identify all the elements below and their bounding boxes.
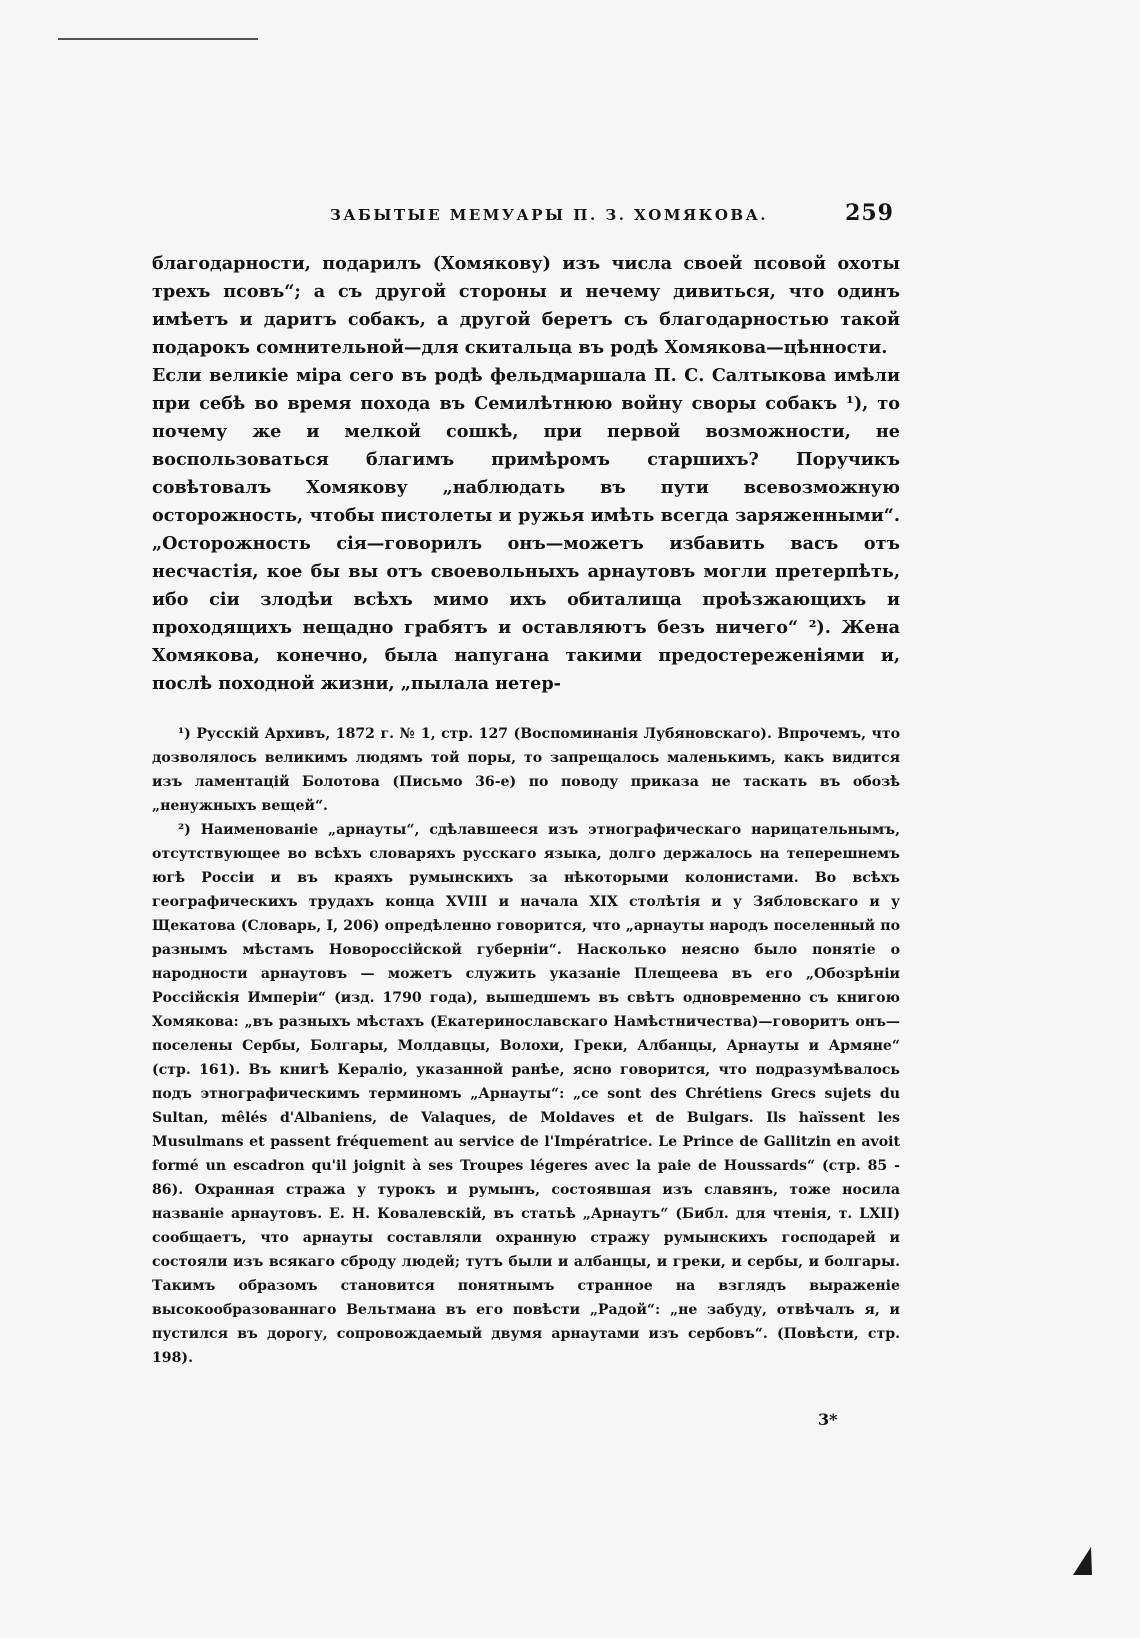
signature-mark: 3* — [818, 1410, 838, 1429]
running-header — [152, 200, 900, 230]
page-number: 259 — [845, 200, 894, 226]
footnote-2: ²) Наименованіе „арнауты“, сдѣлавшееся изъ этнографическаго нарицательнымъ, отсутствующее во всѣхъ словаряхъ русскаго языка, долго держалось на теперешнемъ югѣ Россіи и въ краяхъ румынскихъ за нѣкоторыми колонистами. Во всѣхъ географическихъ трудахъ конца XVIII и начала XIX столѣтія и у Зябловскаго и у Щекатова (Словарь, I, 206) опредѣленно говорится, что „арнауты народъ поселенный по разнымъ мѣстамъ Новороссійской губерніи“. Насколько неясно было понятіе о народности арнаутовъ — можетъ служить указаніе Плещеева въ его „Обозрѣніи Россійскія Имперіи“ (изд. 1790 года), вышедшемъ въ свѣтъ одновременно съ книгою Хомякова: „въ разныхъ мѣстахъ (Екатеринославскаго Намѣстничества)—говоритъ онъ—поселены Сербы, Болгары, Молдавцы, Волохи, Греки, Албанцы, Арнауты и Армяне“ (стр. 161). Въ книгѣ Кераліо, указанной ранѣе, ясно говорится, что подразумѣвалось подъ этнографическимъ терминомъ „Арнауты“: „ce sont des Chrétiens Grecs sujets du Sultan, mêlés d'Albaniens, de Valaques, de Moldaves et de Bulgars. Ils haïssent les Musulmans et passent fréquement au service de l'Impératrice. Le Prince de Gallitzin en avoit formé un escadron qu'il joignit à ses Troupes légeres avec la paie de Houssards“ (стр. 85 - 86). Охранная стража у турокъ и румынъ, состоявшая изъ славянъ, тоже носила названіе арнаутовъ. Е. Н. Ковалевскій, въ статьѣ „Арнаутъ“ (Библ. для чтенія, т. LXII) сообщаетъ, что арнауты составляли охранную стражу румынскихъ господарей и состояли изъ всякаго сброду людей; тутъ были и албанцы, и греки, и сербы, и болгары. Такимъ образомъ становится понятнымъ странное на взглядъ выраженіе высокообразованнаго Вельтмана въ его повѣсти „Радой“: „не забуду, отвѣчалъ я, и пустился въ дорогу, сопровождаемый двумя арнаутами изъ сербовъ“. (Повѣсти, стр. 198). — [152, 822, 900, 1366]
main-paragraph-2: Если великіе міра сего въ родѣ фельдмаршала П. С. Салтыкова имѣли при себѣ во время похода въ Семилѣтнюю войну своры собакъ ¹), то почему же и мелкой сошкѣ, при первой возможности, не воспользоваться благимъ примѣромъ старшихъ? Поручикъ совѣтовалъ Хомякову „наблюдать въ пути всевозможную осторожность, чтобы пистолеты и ружья имѣть всегда заряженными“. „Осторожность сія—говорилъ онъ—можетъ избавить васъ отъ несчастія, кое бы вы отъ своевольныхъ арнаутовъ могли претерпѣть, ибо сіи злодѣи всѣхъ мимо ихъ обиталища проѣзжающихъ и проходящихъ нещадно грабятъ и оставляютъ безъ ничего“ ²). Жена Хомякова, конечно, была напугана такими предостереженіями и, послѣ походной жизни, „пылала нетер- — [152, 365, 900, 694]
main-paragraph-1: благодарности, подарилъ (Хомякову) изъ числа своей псовой охоты трехъ псовъ“; а съ другой стороны и нечему дивиться, что одинъ имѣетъ и даритъ собакъ, а другой беретъ съ благодарностью такой подарокъ сомнительной—для скитальца въ родѣ Хомякова—цѣнности. — [152, 253, 900, 358]
running-title: ЗАБЫТЫЕ МЕМУАРЫ П. З. ХОМЯКОВА. — [330, 206, 769, 224]
top-rule — [58, 38, 258, 40]
footnote-1: ¹) Русскій Архивъ, 1872 г. № 1, стр. 127 (Воспоминанія Лубяновскаго). Впрочемъ, что дозволялось великимъ людямъ той поры, то запрещалось маленькимъ, какъ видится изъ ламентацій Болотова (Письмо 36-е) по поводу приказа не таскать въ обозѣ „ненужныхъ вещей“. — [152, 726, 900, 814]
corner-scan-mark-icon — [1070, 1545, 1094, 1577]
footnotes — [152, 722, 900, 1370]
main-text — [152, 250, 900, 698]
